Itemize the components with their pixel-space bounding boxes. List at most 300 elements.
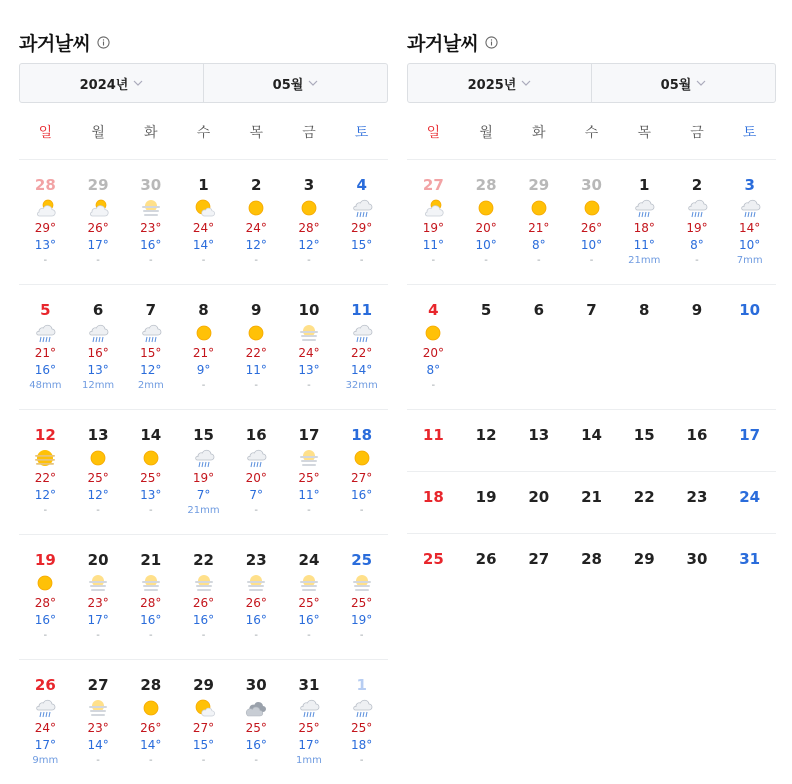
precipitation: - [431,380,436,391]
calendar-day-cell[interactable] [512,410,565,471]
calendar-day-cell[interactable] [19,160,72,284]
calendar-day-cell[interactable] [283,660,336,784]
month-select[interactable] [591,64,775,102]
low-temp: 17° [87,238,109,252]
date-selector [407,63,776,103]
calendar-day-cell[interactable] [565,472,618,533]
calendar-week-row [19,160,388,285]
low-temp: 7° [196,488,211,502]
panel-title: 과거날씨 [19,32,91,55]
calendar-day-cell[interactable] [19,535,72,659]
day-number: 10 [739,301,761,319]
low-temp: 13° [140,488,162,502]
day-number: 17 [298,426,320,444]
calendar-day-cell[interactable] [460,472,513,533]
calendar-day-cell[interactable] [723,472,776,533]
high-temp: 29° [351,221,373,235]
day-number: 29 [633,550,655,568]
day-number: 26 [34,676,56,694]
precipitation: - [359,505,364,516]
low-temp: 16° [245,613,267,627]
day-number: 27 [528,550,550,568]
calendar-panel-2025 [407,0,776,595]
panel-title: 과거날씨 [407,32,479,55]
precipitation: - [96,755,100,766]
day-number: 11 [351,301,373,319]
day-number: 28 [475,176,497,194]
calendar-day-cell[interactable] [19,660,72,784]
partly-cloudy-icon [422,197,444,219]
sun-icon [475,197,497,219]
day-number: 18 [422,488,444,506]
day-number: 12 [34,426,56,444]
high-temp: 27° [351,471,373,485]
precipitation: 12mm [81,380,115,391]
day-number: 6 [92,301,104,319]
sun-cloud-icon [193,697,215,719]
day-number: 15 [193,426,214,444]
year-select-value: 2024년 [79,77,129,93]
calendar-day-cell[interactable] [512,285,565,409]
calendar-day-cell[interactable] [177,660,230,784]
calendar-day-cell[interactable] [565,285,618,409]
calendar-week-row [19,660,388,784]
high-temp: 25° [351,721,373,735]
low-temp: 19° [351,613,373,627]
day-number: 20 [87,551,109,569]
calendar-day-cell[interactable] [283,160,336,284]
low-temp: 7° [249,488,264,502]
high-temp: 15° [140,346,162,360]
high-temp: 26° [140,721,162,735]
calendar-day-cell[interactable] [671,534,724,595]
calendar-day-cell[interactable] [565,534,618,595]
calendar-day-cell[interactable] [460,285,513,409]
precipitation: 7mm [736,255,763,266]
calendar-day-cell[interactable] [671,472,724,533]
month-select-value: 05월 [660,77,692,93]
weekday-tue: 화 [144,125,158,141]
high-temp: 27° [192,721,215,735]
day-number: 3 [744,176,755,194]
day-number: 14 [581,426,602,444]
low-temp: 16° [298,613,320,627]
precipitation: 32mm [345,380,378,391]
weekday-fri: 금 [302,125,316,141]
rain-icon [633,197,655,219]
high-temp: 23° [87,721,109,735]
sun-icon [245,197,267,219]
day-number: 6 [533,301,545,319]
high-temp: 21° [528,221,550,235]
high-temp: 23° [140,221,162,235]
high-temp: 29° [34,221,56,235]
sun-icon [87,447,109,469]
rain-icon [34,697,56,719]
day-number: 3 [303,176,315,194]
calendar-day-cell[interactable] [460,410,513,471]
day-number: 4 [356,176,367,194]
day-number: 17 [739,426,761,444]
year-select[interactable] [408,64,591,102]
precipitation: - [307,505,311,516]
calendar-day-cell[interactable] [723,410,776,471]
high-temp: 19° [192,471,215,485]
high-temp: 26° [192,596,215,610]
calendar-day-cell[interactable] [177,285,230,409]
precipitation: - [307,630,311,641]
calendar-day-cell[interactable] [335,410,388,534]
weekday-sun: 일 [38,125,53,141]
day-number: 1 [198,176,209,194]
high-temp: 18° [633,221,655,235]
precipitation: - [307,255,311,266]
calendar-day-cell[interactable] [283,285,336,409]
low-temp: 10° [580,238,603,252]
haze-icon [87,697,109,719]
precipitation: - [254,630,259,641]
low-temp: 11° [422,238,444,252]
high-temp: 24° [34,721,56,735]
calendar-week-row [19,410,388,535]
day-number: 19 [34,551,56,569]
calendar-day-cell[interactable] [618,472,671,533]
precipitation: - [589,255,594,266]
precipitation: - [254,380,259,391]
weekday-thu: 목 [249,125,263,141]
precipitation: - [96,630,100,641]
high-temp: 24° [298,346,320,360]
calendar-day-cell[interactable] [124,660,177,784]
calendar-day-cell[interactable] [124,535,177,659]
calendar-day-cell[interactable] [230,285,283,409]
low-temp: 15° [192,738,215,752]
haze-icon [298,322,320,344]
calendar-week-row [407,534,776,595]
day-number: 29 [528,176,550,194]
calendar-day-cell[interactable] [72,660,125,784]
high-temp: 28° [298,221,320,235]
day-number: 9 [251,301,262,319]
weekday-sat: 토 [742,125,757,141]
low-temp: 16° [34,363,56,377]
low-temp: 14° [192,238,215,252]
calendar-week-row [407,160,776,285]
day-number: 2 [691,176,703,194]
precipitation: - [359,630,364,641]
sun-icon [298,197,320,219]
high-temp: 19° [686,221,708,235]
calendar-day-cell[interactable] [407,160,460,284]
low-temp: 10° [475,238,497,252]
day-number: 16 [245,426,267,444]
precipitation: - [43,255,48,266]
calendar-day-cell[interactable] [565,410,618,471]
panel-header [19,22,388,62]
rain-icon [739,197,761,219]
panel-header [407,22,776,62]
calendar-day-cell[interactable] [671,410,724,471]
calendar-week-row [407,410,776,472]
calendar-day-cell[interactable] [72,285,125,409]
calendar-day-cell[interactable] [72,160,125,284]
low-temp: 18° [351,738,373,752]
low-temp: 16° [351,488,373,502]
calendar-day-cell[interactable] [124,160,177,284]
day-number: 2 [251,176,262,194]
day-number: 9 [691,301,703,319]
calendar-day-cell[interactable] [177,535,230,659]
day-number: 18 [351,426,373,444]
calendar-day-cell[interactable] [723,160,776,284]
info-icon[interactable] [97,36,110,49]
day-number: 27 [422,176,444,194]
low-temp: 15° [351,238,373,252]
high-temp: 14° [739,221,761,235]
day-number: 21 [581,488,602,506]
day-number: 31 [739,550,761,568]
calendar-day-cell[interactable] [460,160,513,284]
sun-icon [140,697,162,719]
precipitation: - [359,255,364,266]
haze-icon [87,572,109,594]
day-number: 16 [686,426,708,444]
weekday-header [19,103,388,160]
calendar-day-cell[interactable] [72,410,125,534]
low-temp: 8° [426,363,441,377]
high-temp: 21° [192,346,215,360]
calendar-day-cell[interactable] [19,285,72,409]
high-temp: 20° [245,471,267,485]
day-number: 29 [87,176,109,194]
rain-icon [193,447,215,469]
day-number: 5 [480,301,492,319]
precipitation: - [201,755,206,766]
day-number: 8 [639,301,650,319]
calendar-day-cell[interactable] [124,410,177,534]
haze-icon [193,572,215,594]
low-temp: 11° [245,363,267,377]
haze-icon [351,572,373,594]
partly-cloudy-icon [34,197,56,219]
calendar-day-cell[interactable] [72,535,125,659]
sun-icon [351,447,373,469]
year-select[interactable] [20,64,203,102]
low-temp: 17° [87,613,109,627]
low-temp: 16° [140,613,162,627]
low-temp: 9° [196,363,211,377]
day-number: 28 [34,176,56,194]
day-number: 30 [581,176,602,194]
low-temp: 11° [298,488,320,502]
day-number: 13 [528,426,550,444]
day-number: 30 [140,176,162,194]
day-number: 12 [475,426,497,444]
high-temp: 25° [298,471,320,485]
calendar-day-cell[interactable] [618,410,671,471]
low-temp: 13° [298,363,320,377]
calendar-day-cell[interactable] [335,535,388,659]
calendar-grid [407,160,776,595]
low-temp: 8° [690,238,704,252]
precipitation: - [96,505,100,516]
sun-cloud-icon [193,197,215,219]
calendar-day-cell[interactable] [407,410,460,471]
sun-icon [422,322,444,344]
precipitation: 9mm [32,755,59,766]
low-temp: 11° [633,238,655,252]
calendar-day-cell[interactable] [230,160,283,284]
day-number: 10 [298,301,320,319]
calendar-day-cell[interactable] [335,285,388,409]
calendar-week-row [19,285,388,410]
high-temp: 25° [298,721,320,735]
high-temp: 22° [245,346,267,360]
precipitation: - [201,380,206,391]
day-number: 30 [245,676,267,694]
day-number: 20 [528,488,550,506]
calendar-grid [19,160,388,784]
high-temp: 22° [351,346,373,360]
precipitation: - [431,255,436,266]
precipitation: - [148,755,153,766]
precipitation: - [43,505,48,516]
high-temp: 24° [192,221,215,235]
weekday-wed: 수 [196,125,211,141]
calendar-day-cell[interactable] [407,285,460,409]
low-temp: 14° [140,738,162,752]
low-temp: 13° [87,363,109,377]
day-number: 15 [633,426,655,444]
day-number: 27 [87,676,109,694]
high-temp: 25° [87,471,109,485]
calendar-panel-2024 [19,0,388,784]
day-number: 28 [581,550,602,568]
weekday-sat: 토 [354,125,369,141]
month-select[interactable] [203,64,387,102]
day-number: 13 [87,426,109,444]
high-temp: 25° [245,721,267,735]
high-temp: 25° [140,471,162,485]
precipitation: - [307,380,311,391]
haze-icon [245,572,267,594]
rain-icon [298,697,320,719]
precipitation: - [359,755,364,766]
low-temp: 13° [34,238,56,252]
calendar-day-cell[interactable] [335,660,388,784]
calendar-day-cell[interactable] [177,410,230,534]
calendar-day-cell[interactable] [177,160,230,284]
day-number: 7 [586,301,597,319]
high-temp: 21° [34,346,56,360]
high-temp: 28° [140,596,162,610]
precipitation: - [201,630,206,641]
calendar-week-row [407,285,776,410]
low-temp: 17° [34,738,56,752]
calendar-day-cell[interactable] [230,535,283,659]
calendar-day-cell[interactable] [407,472,460,533]
day-number: 11 [422,426,444,444]
weekday-header [407,103,776,160]
high-temp: 16° [87,346,109,360]
calendar-day-cell[interactable] [671,285,724,409]
rain-icon [140,322,162,344]
year-select-value: 2025년 [467,77,517,93]
low-temp: 12° [298,238,320,252]
chevron-down-icon [696,80,706,86]
rain-icon [87,322,109,344]
weekday-fri: 금 [690,125,704,141]
calendar-day-cell[interactable] [671,160,724,284]
precipitation: - [43,630,48,641]
calendar-day-cell[interactable] [283,410,336,534]
weekday-thu: 목 [637,125,651,141]
low-temp: 12° [34,488,56,502]
rain-icon [351,697,373,719]
weekday-sun: 일 [426,125,441,141]
calendar-day-cell[interactable] [618,285,671,409]
day-number: 31 [298,676,320,694]
day-number: 26 [475,550,497,568]
low-temp: 16° [34,613,56,627]
haze-icon [140,197,162,219]
low-temp: 12° [87,488,109,502]
sun-icon [34,572,56,594]
calendar-day-cell[interactable] [283,535,336,659]
precipitation: - [148,630,153,641]
calendar-day-cell[interactable] [512,472,565,533]
day-number: 23 [686,488,708,506]
high-temp: 19° [422,221,444,235]
calendar-day-cell[interactable] [460,534,513,595]
high-temp: 23° [87,596,109,610]
rain-icon [34,322,56,344]
day-number: 8 [198,301,209,319]
calendar-day-cell[interactable] [19,410,72,534]
weekday-mon: 월 [479,125,493,141]
calendar-day-cell[interactable] [512,534,565,595]
calendar-day-cell[interactable] [335,160,388,284]
calendar-day-cell[interactable] [723,285,776,409]
calendar-day-cell[interactable] [124,285,177,409]
calendar-day-cell[interactable] [407,534,460,595]
day-number: 30 [686,550,708,568]
calendar-day-cell[interactable] [618,534,671,595]
calendar-day-cell[interactable] [230,660,283,784]
day-number: 25 [422,550,444,568]
precipitation: 48mm [29,380,62,391]
calendar-day-cell[interactable] [618,160,671,284]
haze-icon [298,447,320,469]
calendar-day-cell[interactable] [565,160,618,284]
precipitation: - [695,255,699,266]
sun-icon [245,322,267,344]
calendar-day-cell[interactable] [230,410,283,534]
info-icon[interactable] [485,36,498,49]
low-temp: 14° [87,738,109,752]
rain-icon [245,447,267,469]
precipitation: - [254,255,259,266]
precipitation: 2mm [137,380,164,391]
day-number: 21 [140,551,162,569]
low-temp: 8° [531,238,546,252]
calendar-day-cell[interactable] [512,160,565,284]
low-temp: 14° [351,363,373,377]
day-number: 4 [428,301,439,319]
low-temp: 16° [192,613,215,627]
partly-cloudy-icon [87,197,109,219]
calendar-day-cell[interactable] [723,534,776,595]
